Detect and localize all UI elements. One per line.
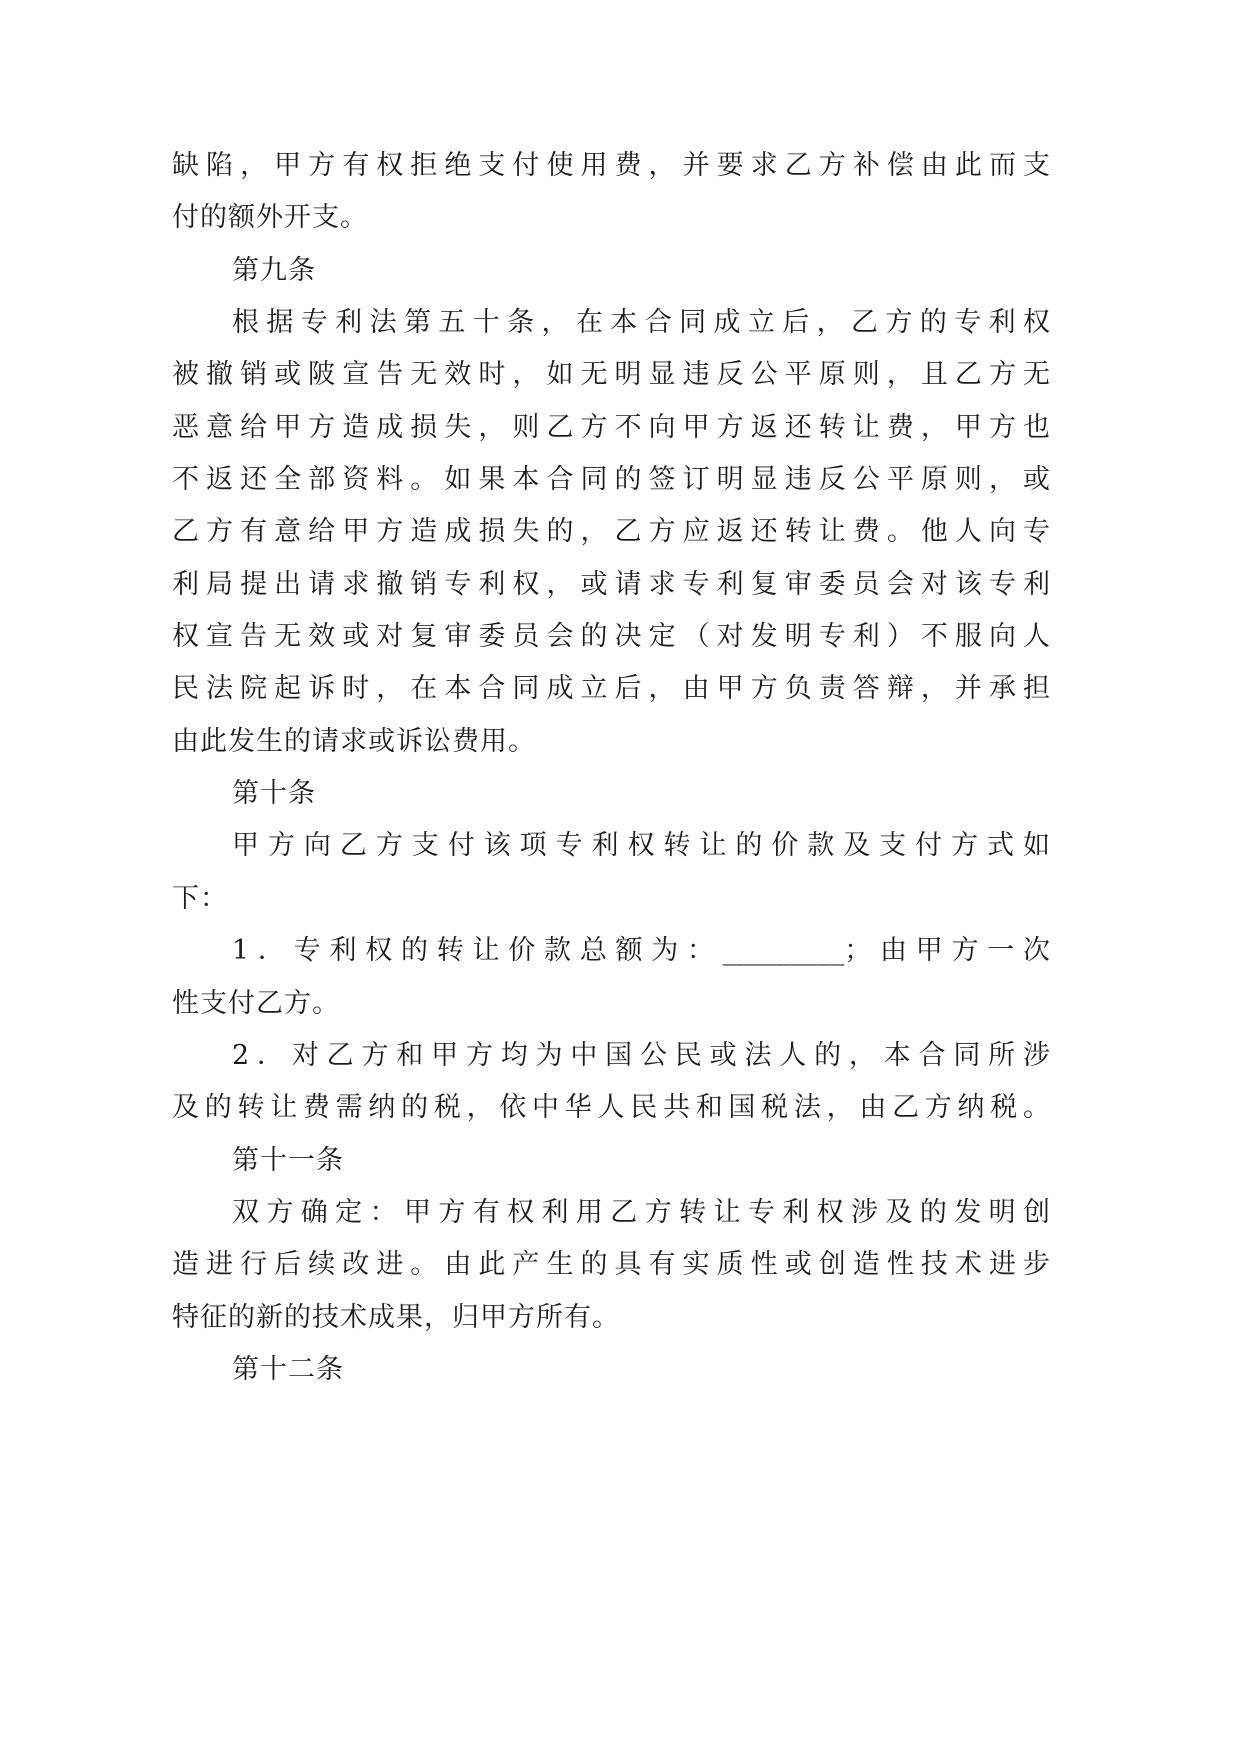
text-line: 利局提出请求撤销专利权，或请求专利复审委员会对该专利 (172, 568, 1050, 600)
text-line: 造进行后续改进。由此产生的具有实质性或创造性技术进步 (172, 1249, 1050, 1281)
text-line: 性支付乙方。 (172, 987, 340, 1019)
article-heading: 第九条 (232, 254, 316, 286)
text-line: 乙方有意给甲方造成损失的，乙方应返还转让费。他人向专 (172, 516, 1050, 548)
document-body (172, 140, 1050, 1396)
text-line: 2．对乙方和甲方均为中国公民或法人的，本合同所涉 (232, 1039, 1050, 1071)
text-line: 被撤销或陂宣告无效时，如无明显违反公平原则，且乙方无 (172, 359, 1050, 391)
text-line: 民法院起诉时，在本合同成立后，由甲方负责答辩，并承担 (172, 673, 1050, 705)
text-line: 缺陷，甲方有权拒绝支付使用费，并要求乙方补偿由此而支 (172, 150, 1050, 181)
text-line: 由此发生的请求或诉讼费用。 (172, 725, 536, 757)
article-heading: 第十条 (232, 778, 316, 810)
text-line: 及的转让费需纳的税，依中华人民共和国税法，由乙方纳税。 (172, 1092, 1050, 1124)
text-line: 1．专利权的转让价款总额为：_________；由甲方一次 (232, 935, 1050, 967)
article-heading: 第十二条 (232, 1353, 344, 1385)
text-line: 权宣告无效或对复审委员会的决定（对发明专利）不服向人 (172, 621, 1050, 653)
text-line: 双方确定：甲方有权利用乙方转让专利权涉及的发明创 (232, 1196, 1050, 1228)
text-line: 恶意给甲方造成损失，则乙方不向甲方返还转让费，甲方也 (172, 411, 1050, 443)
text-line: 下： (172, 882, 228, 914)
text-line: 根据专利法第五十条，在本合同成立后，乙方的专利权 (232, 307, 1050, 339)
text-line: 甲方向乙方支付该项专利权转让的价款及支付方式如 (232, 830, 1050, 862)
article-heading: 第十一条 (232, 1144, 344, 1176)
text-line: 付的额外开支。 (172, 202, 368, 234)
text-line: 特征的新的技术成果，归甲方所有。 (172, 1301, 620, 1333)
text-line: 不返还全部资料。如果本合同的签订明显违反公平原则，或 (172, 464, 1050, 496)
